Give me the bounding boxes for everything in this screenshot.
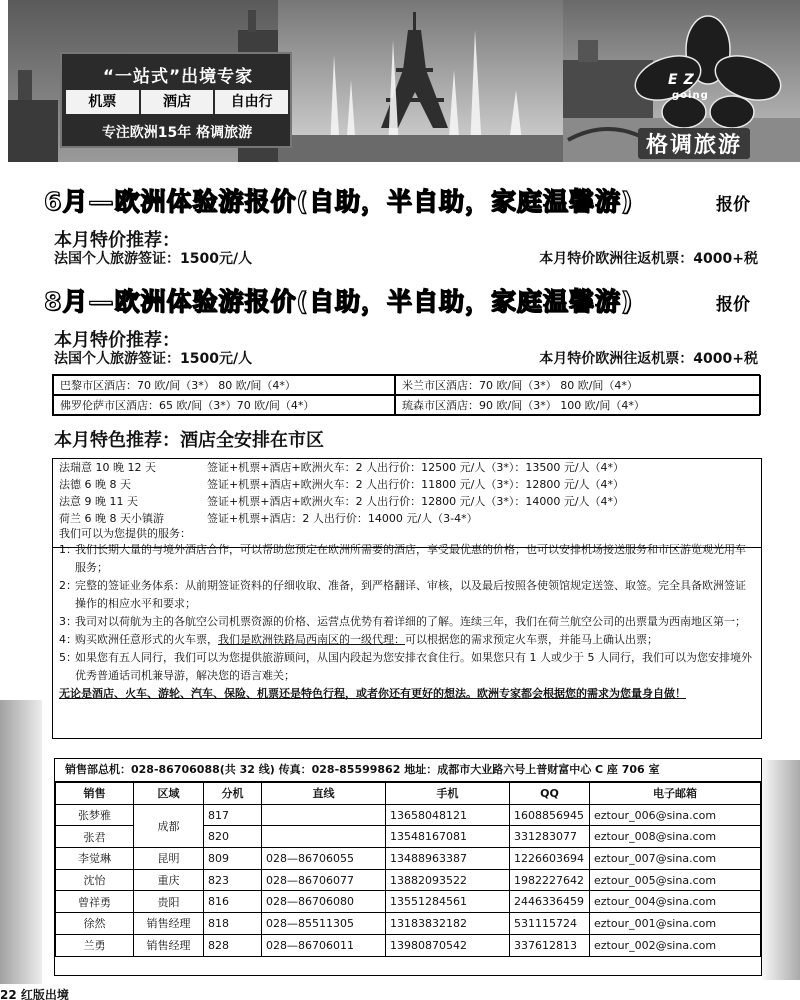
promo-tabs — [66, 90, 288, 114]
staff-name: 曾祥勇 — [56, 891, 134, 913]
tour-row — [53, 493, 761, 510]
table-row — [56, 804, 761, 826]
header-banner — [8, 0, 800, 162]
staff-direct: 028—86706055 — [262, 848, 386, 870]
service-text-underlined: 我们是欧洲铁路局西南区的一级代理： — [218, 633, 405, 646]
staff-mobile: 13551284561 — [386, 891, 510, 913]
tour-row — [53, 459, 761, 476]
staff-ext: 828 — [204, 934, 262, 956]
service-item — [59, 613, 755, 631]
staff-email[interactable]: eztour_005@sina.com — [590, 869, 761, 891]
service-text: 完整的签证业务体系：从前期签证资料的仔细收取、准备，到严格翻译、审核，以及最后按照各使领馆规定送签、取签。完全具备欧洲签证操作的相应水平和要求； — [75, 579, 746, 610]
staff-email[interactable]: eztour_007@sina.com — [590, 848, 761, 870]
staff-direct: 028—86706011 — [262, 934, 386, 956]
table-row — [56, 934, 761, 956]
tab-free-travel[interactable]: 自由行 — [215, 90, 288, 114]
hotel-price-milan: 米兰市区酒店：70 欧/间（3*） 80 欧/间（4*） — [395, 375, 761, 395]
august-headline: 8月—欧洲体验游报价(自助，半自助，家庭温馨游) — [44, 287, 634, 316]
service-number: 5： — [59, 651, 77, 664]
tab-flights[interactable]: 机票 — [66, 90, 139, 114]
logo-subtext: going — [672, 90, 709, 101]
tour-name: 法德 6 晚 8 天 — [59, 478, 131, 491]
staff-name: 徐然 — [56, 913, 134, 935]
august-visa-offer: 法国个人旅游签证：1500元/人 — [54, 351, 253, 367]
staff-mobile: 13183832182 — [386, 913, 510, 935]
tour-detail: 签证+机票+酒店：2 人出行价：14000 元/人（3-4*） — [207, 512, 478, 525]
services-box — [52, 524, 762, 739]
staff-ext: 809 — [204, 848, 262, 870]
june-visa-offer: 法国个人旅游签证：1500元/人 — [54, 251, 253, 267]
column-header: QQ — [510, 783, 590, 805]
left-decorative-photo — [0, 700, 42, 984]
table-row — [56, 891, 761, 913]
staff-qq: 1608856945 — [510, 804, 590, 826]
right-decorative-photo — [762, 760, 800, 980]
service-text: 我们长期大量的与境外酒店合作，可以帮助您预定在欧洲所需要的酒店，享受最优惠的价格；也可以安排机场接送服务和市区游览观光用车服务； — [75, 543, 746, 574]
august-recommend-title: 本月特价推荐： — [54, 330, 180, 351]
staff-region: 重庆 — [134, 869, 204, 891]
staff-mobile: 13882093522 — [386, 869, 510, 891]
service-number: 3： — [59, 615, 77, 628]
table-row — [56, 869, 761, 891]
contact-header: 销售部总机：028-86706088(共 32 线) 传真：028-85599862 地址：成都市大业路六号上普财富中心 C 座 706 室 — [55, 759, 761, 782]
staff-table — [55, 782, 761, 957]
hotel-price-grid — [52, 374, 760, 416]
services-closing: 无论是酒店、火车、游轮、汽车、保险、机票还是特色行程，或者你还有更好的想法。欧洲专家都会根据您的需求为您量身自做！ — [59, 687, 686, 700]
table-header-row — [56, 783, 761, 805]
staff-name: 张君 — [56, 826, 134, 848]
promo-subtitle: 专注欧洲15年 格调旅游 — [101, 125, 253, 141]
hotel-price-paris: 巴黎市区酒店：70 欧/间（3*） 80 欧/间（4*） — [53, 375, 395, 395]
service-text — [75, 631, 755, 649]
staff-region: 销售经理 — [134, 913, 204, 935]
service-text-after: 可以根据您的需求预定火车票，并能马上确认出票； — [405, 633, 658, 646]
page-footer: 22 红版出境 — [0, 988, 69, 1000]
staff-name: 兰勇 — [56, 934, 134, 956]
staff-qq: 1982227642 — [510, 869, 590, 891]
services-intro: 我们可以为您提供的服务： — [59, 527, 191, 540]
service-item — [59, 631, 755, 649]
tour-name: 法瑞意 10 晚 12 天 — [59, 461, 156, 474]
staff-ext: 823 — [204, 869, 262, 891]
staff-direct — [262, 804, 386, 826]
june-headline-tail: 报价 — [716, 195, 750, 215]
column-header: 电子邮箱 — [590, 783, 761, 805]
promo-title: “一站式”出境专家 — [102, 67, 254, 87]
staff-direct — [262, 826, 386, 848]
staff-qq: 1226603694 — [510, 848, 590, 870]
staff-mobile: 13980870542 — [386, 934, 510, 956]
staff-direct: 028—86706080 — [262, 891, 386, 913]
table-row — [56, 913, 761, 935]
staff-qq: 331283077 — [510, 826, 590, 848]
column-header: 销售 — [56, 783, 134, 805]
staff-email[interactable]: eztour_001@sina.com — [590, 913, 761, 935]
staff-qq: 337612813 — [510, 934, 590, 956]
feature-title: 本月特色推荐：酒店全安排在市区 — [54, 430, 324, 451]
service-item — [59, 577, 755, 613]
tour-name: 荷兰 6 晚 8 天小镇游 — [59, 512, 164, 525]
staff-name: 张梦雅 — [56, 804, 134, 826]
tour-detail: 签证+机票+酒店+欧洲火车：2 人出行价：12500 元/人（3*）：13500 元/人（4*） — [207, 461, 625, 474]
service-text: 如果您有五人同行，我们可以为您提供旅游顾问，从国内段起为您安排衣食住行。如果您只有 1 人或少于 5 人同行，我们可以为您安排境外优秀普通话司机兼导游，解决您的语言难关； — [75, 651, 752, 682]
service-text-before: 购买欧洲任意形式的火车票， — [75, 633, 218, 646]
staff-email[interactable]: eztour_002@sina.com — [590, 934, 761, 956]
june-headline: 6月—欧洲体验游报价(自助，半自助，家庭温馨游) — [44, 187, 634, 216]
contact-panel — [54, 758, 762, 976]
staff-region: 销售经理 — [134, 934, 204, 956]
staff-email[interactable]: eztour_006@sina.com — [590, 804, 761, 826]
staff-ext: 818 — [204, 913, 262, 935]
column-header: 分机 — [204, 783, 262, 805]
hotel-price-florence: 佛罗伦萨市区酒店：65 欧/间（3*）70 欧/间（4*） — [53, 395, 395, 415]
staff-mobile: 13548167081 — [386, 826, 510, 848]
staff-email[interactable]: eztour_004@sina.com — [590, 891, 761, 913]
tour-detail: 签证+机票+酒店+欧洲火车：2 人出行价：12800 元/人（3*）：14000 元/人（4*） — [207, 495, 625, 508]
staff-qq: 2446336459 — [510, 891, 590, 913]
august-headline-tail: 报价 — [716, 295, 750, 315]
service-item — [59, 541, 755, 577]
staff-region: 成都 — [134, 804, 204, 847]
staff-direct: 028—86706077 — [262, 869, 386, 891]
tour-row — [53, 476, 761, 493]
service-number: 2： — [59, 579, 77, 592]
staff-name: 李觉琳 — [56, 848, 134, 870]
staff-name: 沈怡 — [56, 869, 134, 891]
staff-ext: 820 — [204, 826, 262, 848]
staff-ext: 817 — [204, 804, 262, 826]
column-header: 手机 — [386, 783, 510, 805]
brand-name: 格调旅游 — [638, 128, 750, 159]
service-item — [59, 649, 755, 685]
staff-mobile: 13488963387 — [386, 848, 510, 870]
service-number: 4： — [59, 633, 77, 646]
service-number: 1： — [59, 543, 77, 556]
june-recommend-title: 本月特价推荐： — [54, 230, 180, 251]
logo-text: EZ — [668, 72, 700, 88]
staff-region: 昆明 — [134, 848, 204, 870]
staff-qq: 531115724 — [510, 913, 590, 935]
staff-mobile: 13658048121 — [386, 804, 510, 826]
tour-detail: 签证+机票+酒店+欧洲火车：2 人出行价：11800 元/人（3*）：12800 元/人（4*） — [207, 478, 625, 491]
column-header: 直线 — [262, 783, 386, 805]
promo-panel — [60, 52, 292, 148]
staff-ext: 816 — [204, 891, 262, 913]
service-text: 我司对以荷航为主的各航空公司机票资源的价格、运营点优势有着详细的了解。连续三年，我们在荷兰航空公司的出票量为西南地区第一； — [75, 615, 746, 628]
column-header: 区域 — [134, 783, 204, 805]
tab-hotels[interactable]: 酒店 — [141, 90, 214, 114]
tour-name: 法意 9 晚 11 天 — [59, 495, 138, 508]
hotel-price-lucerne: 琉森市区酒店：90 欧/间（3*） 100 欧/间（4*） — [395, 395, 761, 415]
staff-email[interactable]: eztour_008@sina.com — [590, 826, 761, 848]
staff-region: 贵阳 — [134, 891, 204, 913]
table-row — [56, 848, 761, 870]
august-ticket-offer: 本月特价欧洲往返机票：4000+税 — [539, 351, 758, 367]
june-ticket-offer: 本月特价欧洲往返机票：4000+税 — [539, 251, 758, 267]
staff-direct: 028—85511305 — [262, 913, 386, 935]
